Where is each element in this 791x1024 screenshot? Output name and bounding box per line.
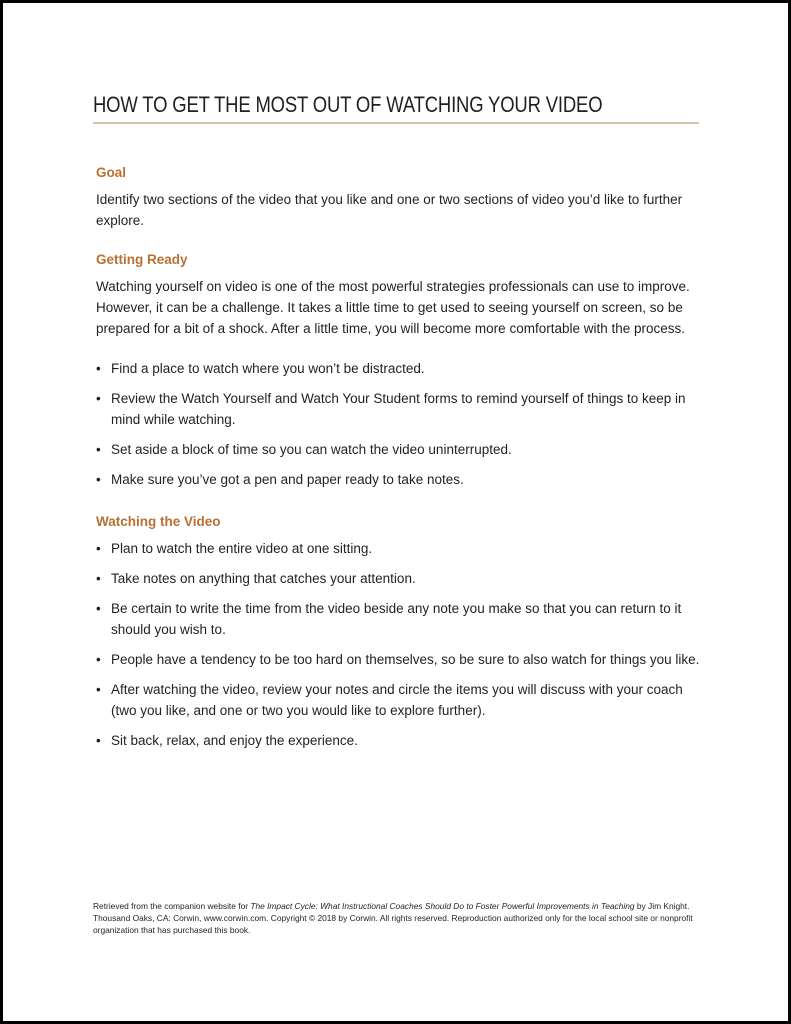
footer-prefix: Retrieved from the companion website for xyxy=(93,901,251,911)
bullet-icon: • xyxy=(96,682,101,697)
section-heading-watching: Watching the Video xyxy=(96,514,221,529)
list-item-text: After watching the video, review your notes and circle the items you will discuss with your coach (two you like, and one or two you would like to explore further). xyxy=(111,682,683,718)
list-item-text: Sit back, relax, and enjoy the experience. xyxy=(111,733,358,748)
list-item-text: Find a place to watch where you won’t be distracted. xyxy=(111,361,425,376)
copyright-footer xyxy=(93,900,703,937)
list-item-text: People have a tendency to be too hard on themselves, so be sure to also watch for things you like. xyxy=(111,652,700,667)
list-item xyxy=(93,679,701,721)
title-divider xyxy=(93,122,699,124)
list-item xyxy=(93,649,701,670)
list-item xyxy=(93,358,701,379)
list-item xyxy=(93,439,701,460)
list-item-text: Review the Watch Yourself and Watch Your Student forms to remind yourself of things to keep in mind while watching. xyxy=(111,391,686,427)
bullet-icon: • xyxy=(96,652,101,667)
footer-suffix: by Jim Knight. Thousand Oaks, CA: Corwin, www.corwin.com. Copyright © 2018 by Corwin. All rights reserved. Reproduction authorized only for the local school site or nonprofit organization that has purchased this book. xyxy=(93,901,693,936)
bullet-icon: • xyxy=(96,391,101,406)
list-item xyxy=(93,568,701,589)
bullet-icon: • xyxy=(96,571,101,586)
bullet-icon: • xyxy=(96,601,101,616)
bullet-icon: • xyxy=(96,472,101,487)
watching-list xyxy=(93,538,699,751)
bullet-icon: • xyxy=(96,442,101,457)
list-item xyxy=(93,538,701,559)
bullet-icon: • xyxy=(96,541,101,556)
bullet-icon: • xyxy=(96,733,101,748)
list-item xyxy=(93,388,701,430)
section-heading-getting-ready: Getting Ready xyxy=(96,252,188,267)
list-item xyxy=(93,598,701,640)
getting-ready-paragraph: Watching yourself on video is one of the most powerful strategies professionals can use to improve. However, it can be a challenge. It takes a little time to get used to seeing yourself on screen, so be prepared for a bit of a shock. After a little time, you will become more comfortable with the process. xyxy=(96,279,690,336)
page-content xyxy=(93,89,699,760)
list-item-text: Set aside a block of time so you can watch the video uninterrupted. xyxy=(111,442,512,457)
goal-paragraph: Identify two sections of the video that you like and one or two sections of video you’d like to further explore. xyxy=(96,192,683,228)
section-watching-the-video xyxy=(93,513,699,751)
getting-ready-list xyxy=(93,358,699,490)
list-item-text: Plan to watch the entire video at one sitting. xyxy=(111,541,373,556)
section-heading-goal: Goal xyxy=(96,165,127,180)
list-item xyxy=(93,730,701,751)
bullet-icon: • xyxy=(96,361,101,376)
section-getting-ready xyxy=(93,251,699,490)
list-item-text: Take notes on anything that catches your attention. xyxy=(111,571,416,586)
list-item xyxy=(93,469,701,490)
list-item-text: Be certain to write the time from the video beside any note you make so that you can return to it should you wish to. xyxy=(111,601,682,637)
footer-book-title: The Impact Cycle: What Instructional Coaches Should Do to Foster Powerful Improvements in Teaching xyxy=(250,901,635,911)
list-item-text: Make sure you’ve got a pen and paper ready to take notes. xyxy=(111,472,464,487)
page-title: HOW TO GET THE MOST OUT OF WATCHING YOUR VIDEO xyxy=(93,92,603,117)
section-goal xyxy=(93,164,699,231)
